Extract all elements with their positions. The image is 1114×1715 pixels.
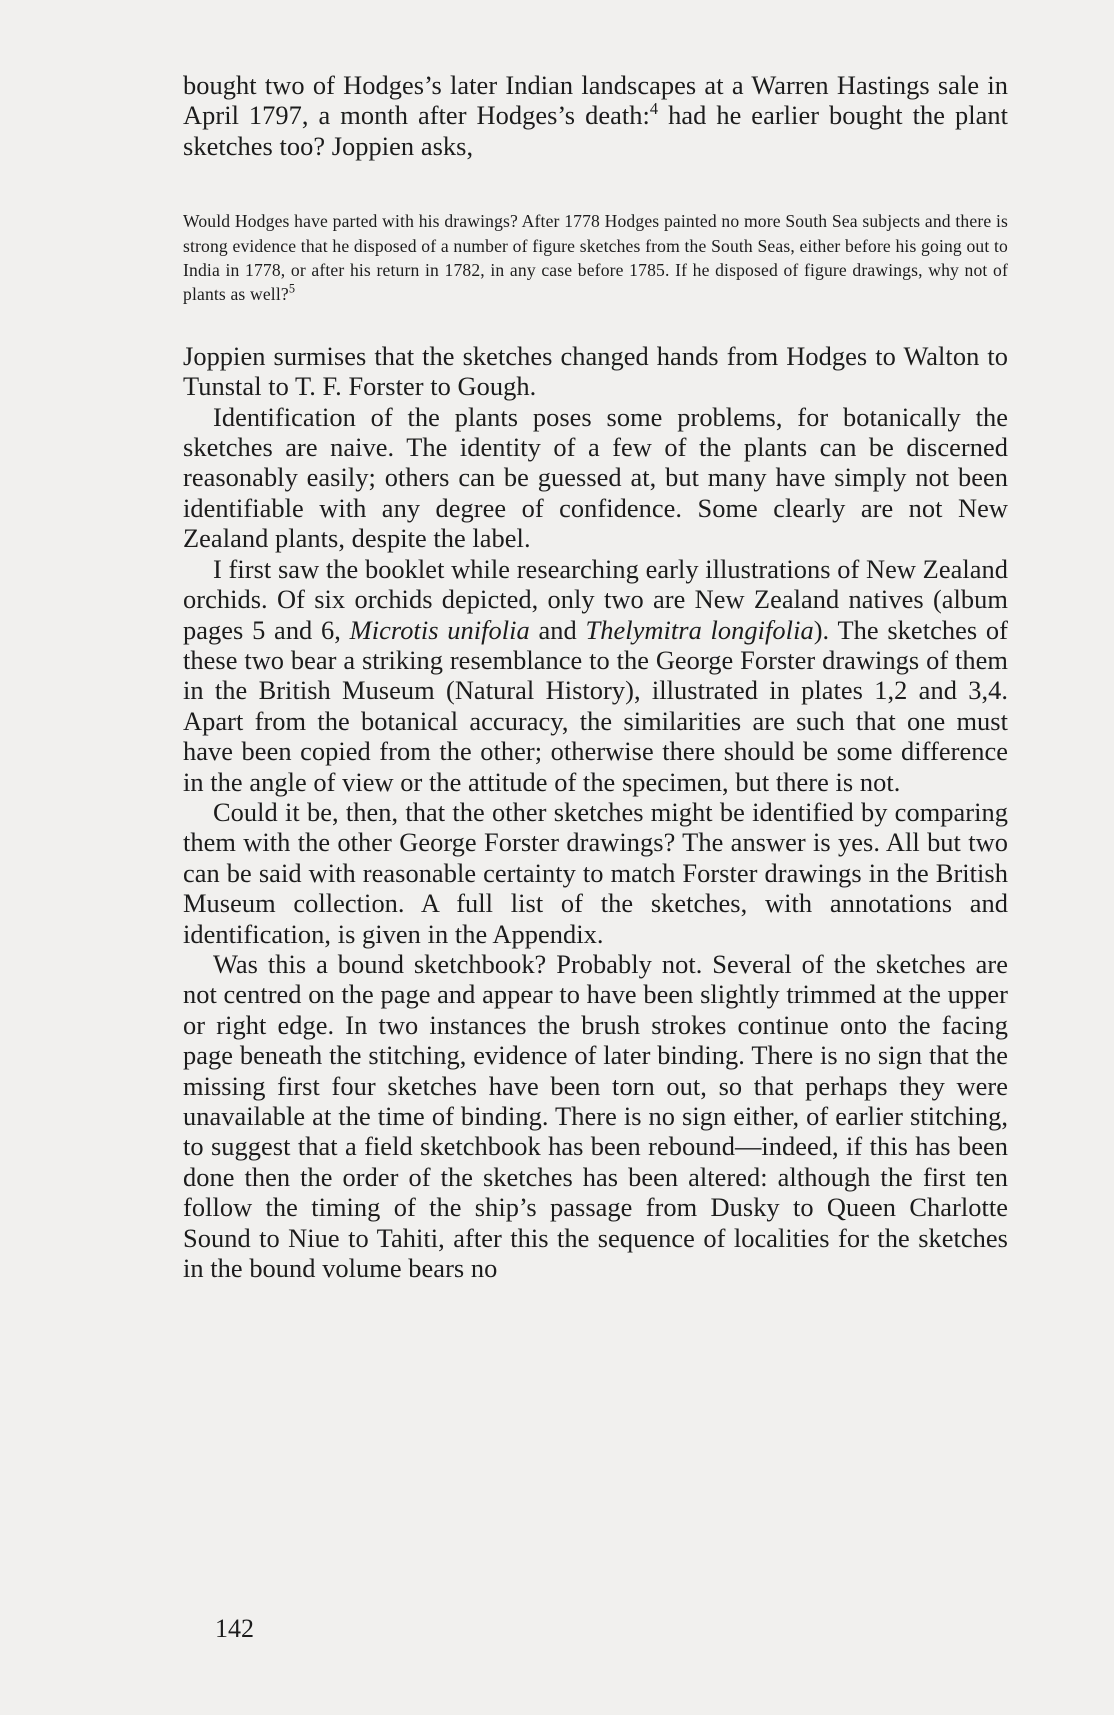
orchids-text-after: ). The sketches of these two bear a striking resemblance to the George Forster drawings of them in the British Museum (Natural History), illustrated in plates 1,2 and 3,4. Apart from the botanical accuracy, the similarities are such that one must have been copied from the other; otherwise there should be some difference in the angle of view or the attitude of the specimen, but there is not. [183, 614, 1008, 797]
orchids-and: and [529, 614, 586, 645]
paragraph-identification: Identification of the plants poses some problems, for botanically the sketches are naive. The identity of a few of the plants can be discerned reasonably easily; others can be guessed at, but many have simply not been identifiable with any degree of confidence. Some clearly are not New Zealand plants, despite the label. [183, 401, 1008, 554]
paragraph-orchids [183, 554, 1008, 797]
block-quote [183, 209, 1008, 307]
page-number: 142 [215, 1614, 254, 1643]
opening-text: bought two of Hodges’s later Indian landscapes at a Warren Hastings sale in April 1797, a month after Hodges’s death: [183, 70, 1008, 131]
page-body [183, 70, 1008, 1283]
footnote-ref-4: 4 [649, 99, 659, 119]
species-microtis: Microtis unifolia [349, 614, 530, 645]
paragraph-opening [183, 70, 1008, 161]
quote-text: Would Hodges have parted with his drawings? After 1778 Hodges painted no more South Sea subjects and there is strong evidence that he disposed of a number of figure sketches from the South Seas, either before his going out to India in 1778, or after his return in 1782, in any case before 1785. If he disposed of figure drawings, why not of plants as well? [183, 211, 1008, 305]
species-thelymitra: Thelymitra longifolia [585, 614, 814, 645]
paragraph-could-it-be: Could it be, then, that the other sketches might be identified by comparing them with the other George Forster drawings? The answer is yes. All but two can be said with reasonable certainty to match Forster drawings in the British Museum collection. A full list of the sketches, with annotations and identification, is given in the Appendix. [183, 796, 1008, 949]
footnote-ref-5: 5 [288, 282, 296, 297]
paragraph-joppien: Joppien surmises that the sketches changed hands from Hodges to Walton to Tunstal to T. F. Forster to Gough. [183, 340, 1008, 402]
orchids-text-before: I first saw the booklet while researching early illustrations of New Zealand orchids. Of six orchids depicted, only two are New Zealand natives (album pages 5 and 6, [183, 553, 1008, 645]
paragraph-bound-sketchbook: Was this a bound sketchbook? Probably not. Several of the sketches are not centred on the page and appear to have been slightly trimmed at the upper or right edge. In two instances the brush strokes continue onto the facing page beneath the stitching, evidence of later binding. There is no sign that the missing first four sketches have been torn out, so that perhaps they were unavailable at the time of binding. There is no sign either, of earlier stitching, to suggest that a field sketchbook has been rebound—indeed, if this has been done then the order of the sketches has been altered: although the first ten follow the timing of the ship’s passage from Dusky to Queen Charlotte Sound to Niue to Tahiti, after this the sequence of localities for the sketches in the bound volume bears no [183, 948, 1008, 1284]
opening-tail: had he earlier bought the plant sketches too? Joppien asks, [183, 100, 1008, 161]
